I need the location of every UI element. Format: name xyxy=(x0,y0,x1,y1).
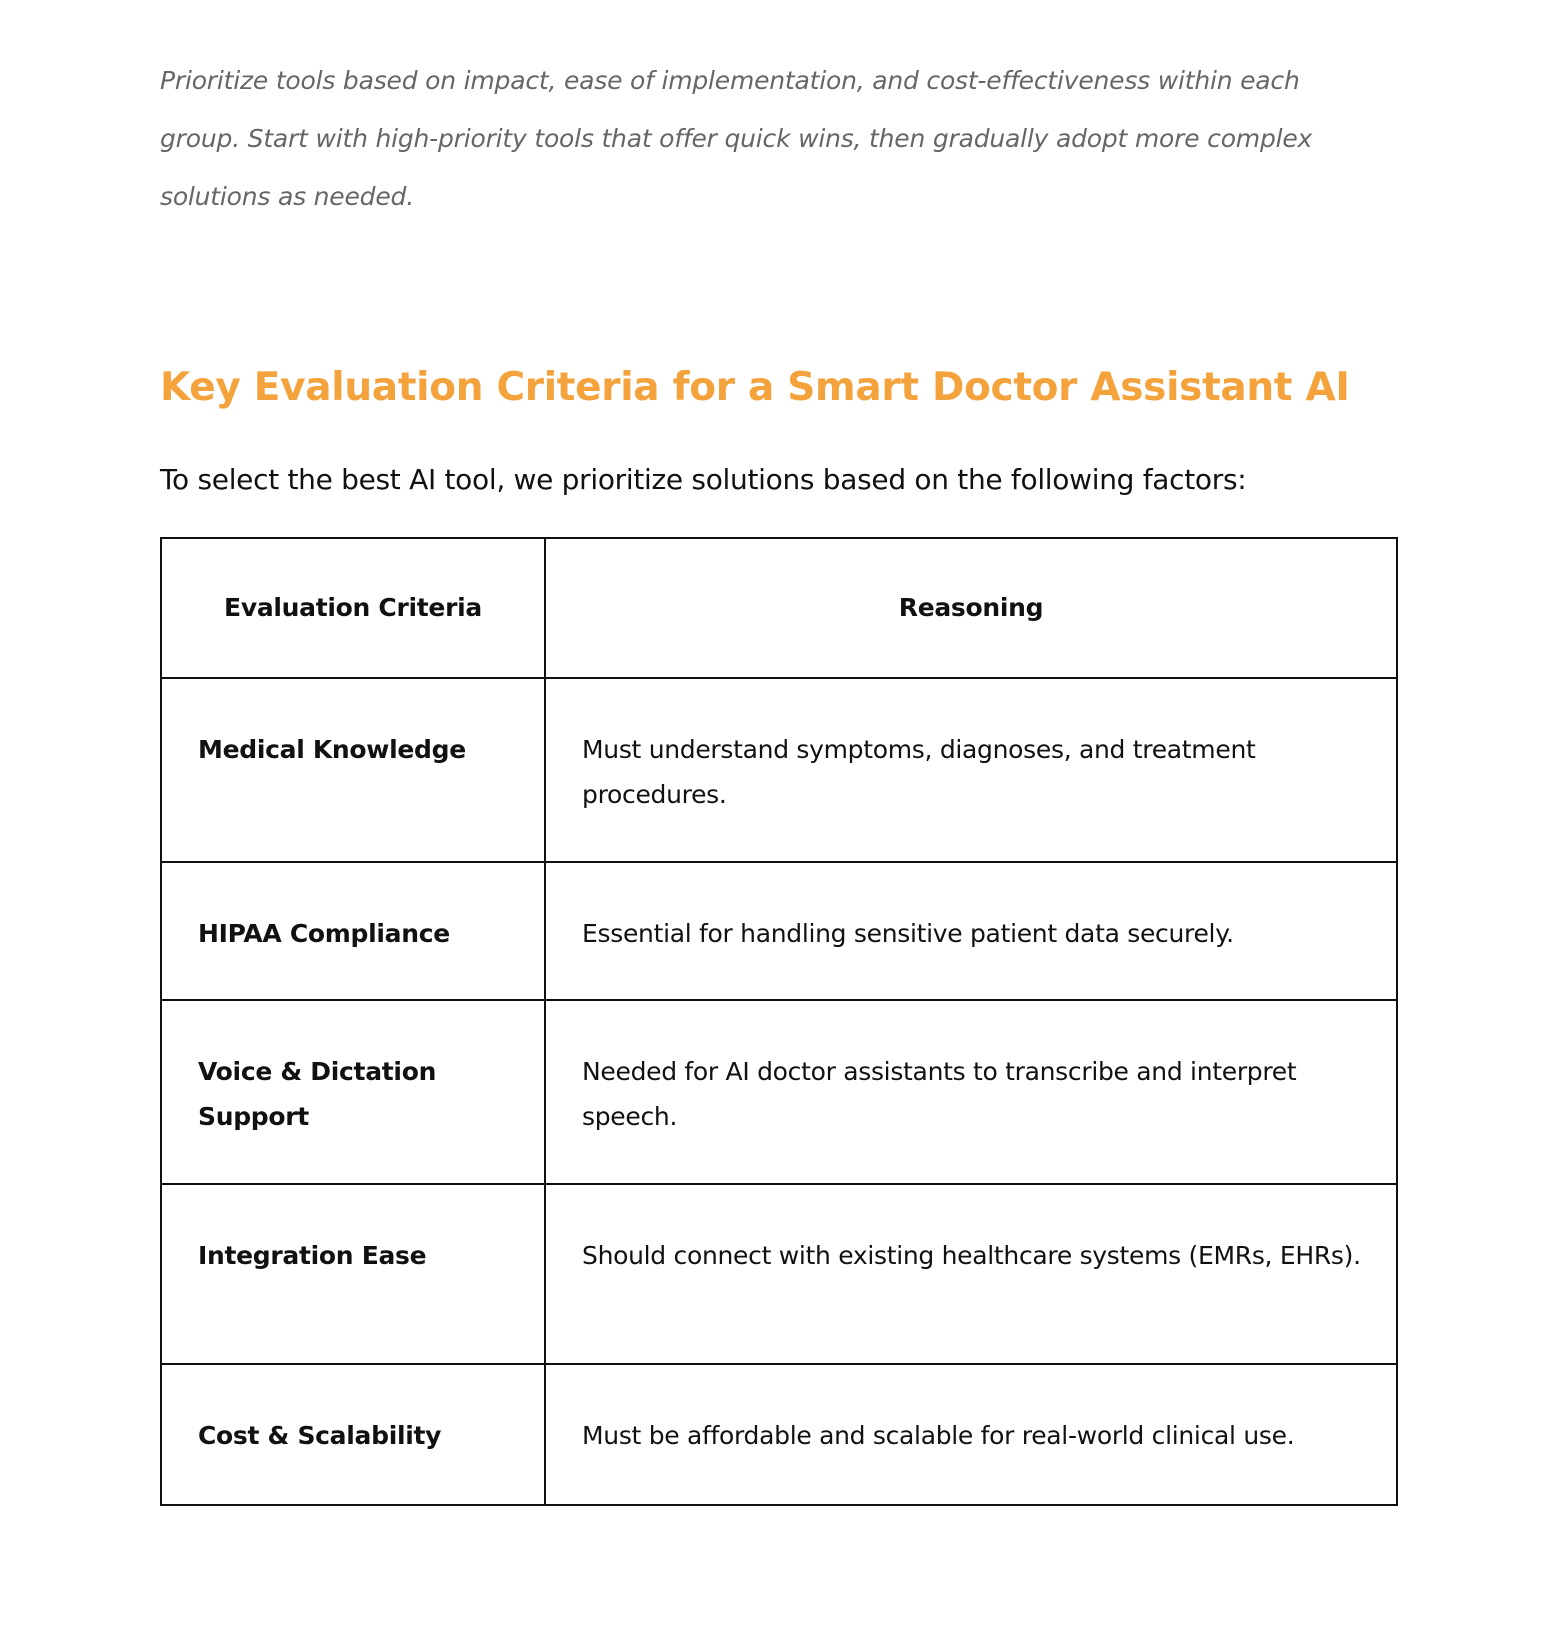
reasoning-cell: Needed for AI doctor assistants to transcribe and interpret speech. xyxy=(545,1000,1397,1184)
reasoning-cell: Must understand symptoms, diagnoses, and treatment procedures. xyxy=(545,678,1397,862)
intro-paragraph: Prioritize tools based on impact, ease of implementation, and cost-effectiveness within each group. Start with high-priority tools that offer quick wins, then gradually adopt more complex solutions as needed. xyxy=(160,66,1313,211)
criterion-cell: HIPAA Compliance xyxy=(161,862,545,1000)
table-row xyxy=(161,1000,1397,1184)
table-row xyxy=(161,678,1397,862)
section-heading: Key Evaluation Criteria for a Smart Doctor Assistant AI xyxy=(160,365,1350,410)
criterion-cell: Integration Ease xyxy=(161,1184,545,1364)
column-header-criteria: Evaluation Criteria xyxy=(161,538,545,678)
criterion-cell: Medical Knowledge xyxy=(161,678,545,862)
lead-paragraph: To select the best AI tool, we prioritize solutions based on the following factors: xyxy=(160,463,1247,496)
table-row xyxy=(161,1184,1397,1364)
reasoning-cell: Essential for handling sensitive patient data securely. xyxy=(545,862,1397,1000)
criterion-cell: Voice & Dictation Support xyxy=(161,1000,545,1184)
table-header-row xyxy=(161,538,1397,678)
table-row xyxy=(161,862,1397,1000)
evaluation-criteria-table xyxy=(160,537,1398,1506)
table-row xyxy=(161,1364,1397,1505)
column-header-reasoning: Reasoning xyxy=(545,538,1397,678)
reasoning-cell: Should connect with existing healthcare systems (EMRs, EHRs). xyxy=(545,1184,1397,1364)
reasoning-cell: Must be affordable and scalable for real-world clinical use. xyxy=(545,1364,1397,1505)
criterion-cell: Cost & Scalability xyxy=(161,1364,545,1505)
